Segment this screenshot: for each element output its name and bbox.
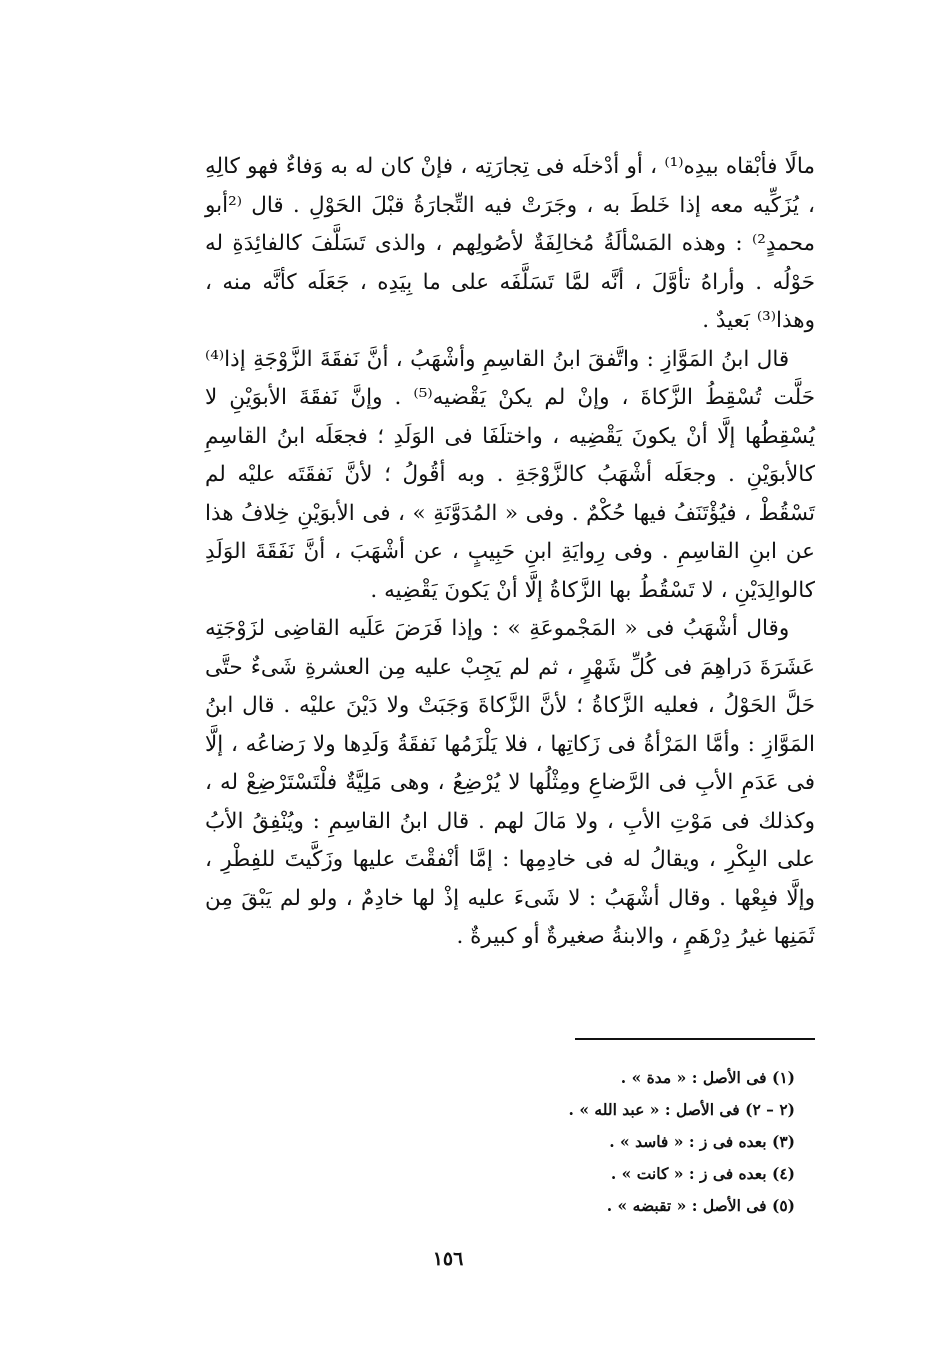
paragraph-1: مالًا فأبْقاه بيدِه⁽¹⁾ ، أو أدْخلَه فى تِجارَتِه ، فإنْ كان له به وَفاءٌ فهو كالِهِ ، يُزَكِّيه معه إذا خَلطَ به ، وجَرَتْ فيه التِّجارَةُ قبْلَ الحَوْلِ . قال ⁽²أبو محمدٍ²⁾ : وهذه المَسْألَةُ مُخالِفَةٌ لأصُولِهم ، والذى تَسَلَّفَ كالفائِدَةِ له حَوْلُه . وأراهُ تأوَّلَ ، أنَّه لمَّا تَسَلَّفَه على ما بِيَدِه ، جَعَلَه كأنَّه منه ، وهذا⁽³⁾ بَعيدٌ . <box>205 154 815 333</box>
footnote-separator <box>575 1038 815 1040</box>
footnote-2: (٢ – ٢) فى الأصل : « عبد الله » . <box>568 1100 795 1119</box>
footnote-4: (٤) بعده فى ز : « كانت » . <box>610 1164 795 1183</box>
footnotes <box>400 1062 795 1222</box>
footnote-1: (١) فى الأصل : « مدة » . <box>620 1068 795 1087</box>
page-number: ١٥٦ <box>432 1248 464 1270</box>
paragraph-3: وقال أشْهَبُ فى « المَجْموعَةِ » : وإذا فَرَضَ عَلَيه القاضِى لزَوْجَتِه عَشَرَةَ دَراهِمَ فى كُلِّ شَهْرٍ ، ثم لم يَجِبْ عليه مِن العشرةِ شَىءٌ حتَّى حَلَّ الحَوْلُ ، فعليه الزَّكاةُ ؛ لأنَّ الزَّكاةَ وَجَبَتْ ولا دَيْنَ عليْه . قال ابنُ المَوَّازِ : وأمَّا المَرْأةُ فى زَكاتِها ، فلا يَلْزَمُها نَفقَةُ وَلَدِها ولا رَضاعُه ، إلَّا فى عَدَمِ الأبِ فى الرَّضاعِ ومِثْلُها لا يُرْضِعُ ، وهى مَلِيَّةٌ فلْتَسْتَرْضِعْ له ، وكذلك فى مَوْتِ الأبِ ، ولا مَالَ لهم . قال ابنُ القاسِمِ : ويُنْفِقُ الأبُ على البِكْرِ ، ويقالُ له فى خادِمِها : إمَّا أنْفقْتَ عليها وزَكَّيتَ للفِطْرِ ، وإلَّا فبِعْها . وقال أشْهَبُ : لا شَىءَ عليه إذْ لها خادِمٌ ، ولو لم يَبْقَ مِن ثَمَنِها غيرُ دِرْهَمٍ ، والابنةُ صغيرةٌ أو كبيرةٌ . <box>205 616 815 949</box>
footnote-3: (٣) بعده فى ز : « فاسد » . <box>609 1132 795 1151</box>
main-text <box>205 148 815 957</box>
footnote-5: (٥) فى الأصل : « تقبضه » . <box>606 1196 795 1215</box>
paragraph-2: قال ابنُ المَوَّازِ : واتَّفقَ ابنُ القاسِمِ وأشْهَبُ ، أنَّ نَفقَةَ الزَّوْجَةِ إذا⁽⁴⁾ حَلَّت تُسْقِطُ الزَّكاةَ ، وإنْ لم يكنْ يَقْضيه⁽⁵⁾ . وإنَّ نَفقَةَ الأبوَيْنِ لا يُسْقِطُها إلَّا أنْ يكونَ يَقْضِيه ، واختلَفَا فى الوَلَدِ ؛ فجعَلَه ابنُ القاسِمِ كالأبوَيْنِ . وجعَلَه أشْهَبُ كالزَّوْجَةِ . وبه أقُولُ ؛ لأنَّ نَفقَتَه عليْه لم تَسْقُطْ ، فيُؤْتَنَفُ فيها حُكْمٌ . وفى « المُدَوَّنَةِ » ، فى الأبوَيْنِ خِلافُ هذا عن ابنِ القاسِمِ . وفى رِوايَةِ ابنِ حَبِيبٍ ، عن أشْهَبَ ، أنَّ نَفَقَةَ الوَلَدِ كالوالِدَيْنِ ، لا تَسْقُطُ بها الزَّكاةُ إلَّا أنْ يَكونَ يَقْضِيه . <box>205 346 815 603</box>
